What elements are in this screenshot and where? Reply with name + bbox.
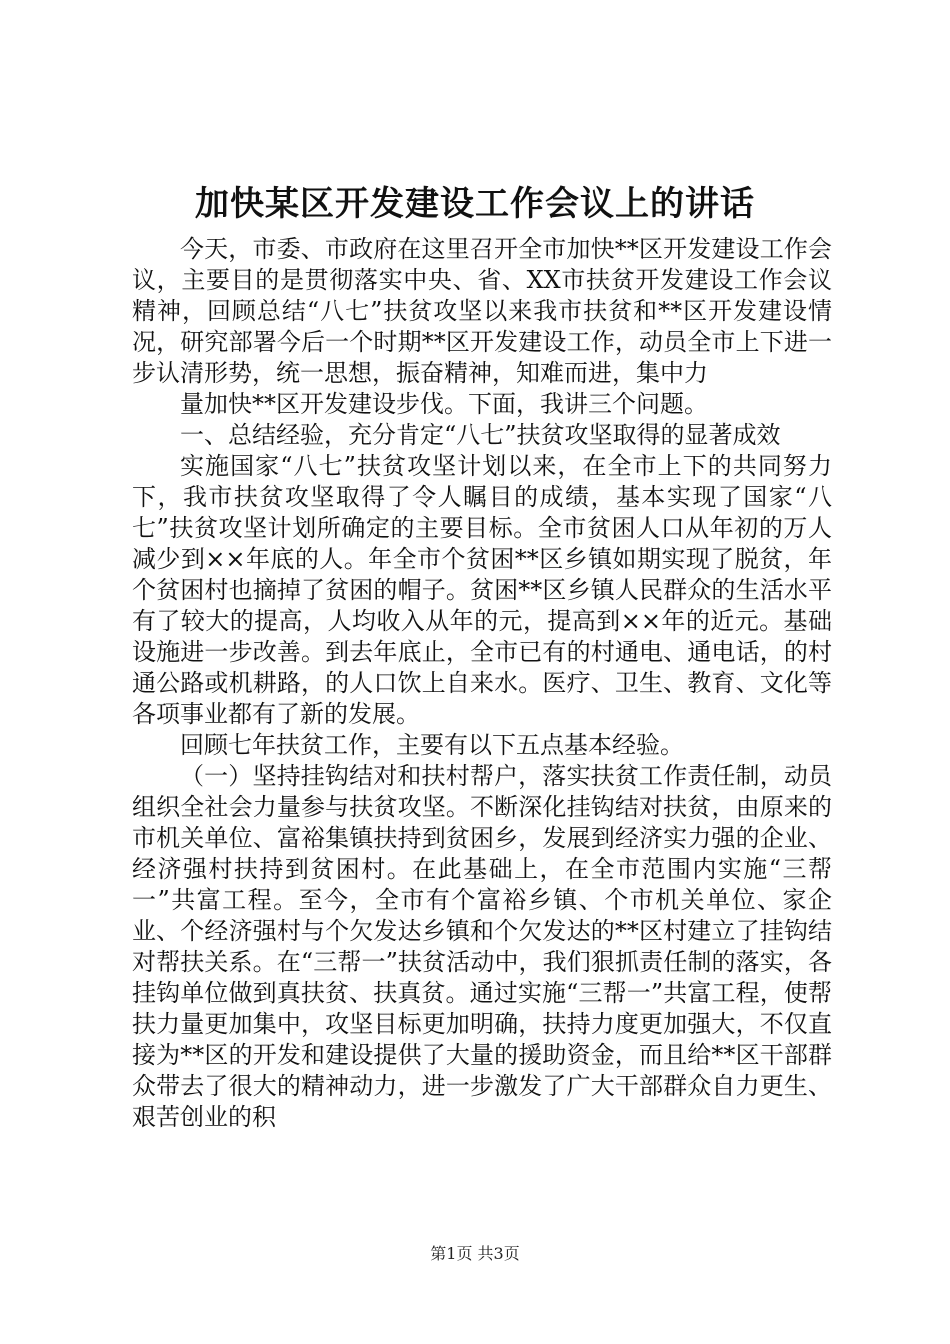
section-heading: 一、总结经验，充分肯定“八七”扶贫攻坚取得的显著成效 bbox=[180, 421, 781, 449]
paragraph: 回顾七年扶贫工作，主要有以下五点基本经验。 bbox=[180, 731, 684, 759]
paragraph: 实施国家“八七”扶贫攻坚计划以来，在全市上下的共同努力下，我市扶贫攻坚取得了令人瞩目的成绩，基本实现了国家“八七”扶贫攻坚计划所确定的主要目标。全市贫困人口从年初的万人减少到××年底的人。年全市个贫困**区乡镇如期实现了脱贫，年个贫困村也摘掉了贫困的帽子。贫困**区乡镇人民群众的生活水平有了较大的提高，人均收入从年的元，提高到××年的近元。基础设施进一步改善。到去年底止，全市已有的村通电、通电话，的村通公路或机耕路，的人口饮上自来水。医疗、卫生、教育、文化等各项事业都有了新的发展。 bbox=[132, 452, 832, 728]
page-footer: 第1页 共3页 bbox=[430, 1244, 520, 1263]
paragraph: 今天，市委、市政府在这里召开全市加快**区开发建设工作会议，主要目的是贯彻落实中央、省、XX市扶贫开发建设工作会议精神，回顾总结“八七”扶贫攻坚以来我市扶贫和**区开发建设情况，研究部署今后一个时期**区开发建设工作，动员全市上下进一步认清形势，统一思想，振奋精神，知难而进，集中力 bbox=[132, 235, 832, 387]
document-title: 加快某区开发建设工作会议上的讲话 bbox=[195, 184, 755, 224]
paragraph: 量加快**区开发建设步伐。下面，我讲三个问题。 bbox=[180, 390, 708, 418]
paragraph: （一）坚持挂钩结对和扶村帮户，落实扶贫工作责任制，动员组织全社会力量参与扶贫攻坚。不断深化挂钩结对扶贫，由原来的市机关单位、富裕集镇扶持到贫困乡，发展到经济实力强的企业、经济强村扶持到贫困村。在此基础上，在全市范围内实施“三帮一”共富工程。至今，全市有个富裕乡镇、个市机关单位、家企业、个经济强村与个欠发达乡镇和个欠发达的**区村建立了挂钩结对帮扶关系。在“三帮一”扶贫活动中，我们狠抓责任制的落实，各挂钩单位做到真扶贫、扶真贫。通过实施“三帮一”共富工程，使帮扶力量更加集中，攻坚目标更加明确，扶持力度更加强大，不仅直接为**区的开发和建设提供了大量的援助资金，而且给**区干部群众带去了很大的精神动力，进一步激发了广大干部群众自力更生、艰苦创业的积 bbox=[132, 762, 832, 1131]
document-body bbox=[132, 234, 832, 1133]
